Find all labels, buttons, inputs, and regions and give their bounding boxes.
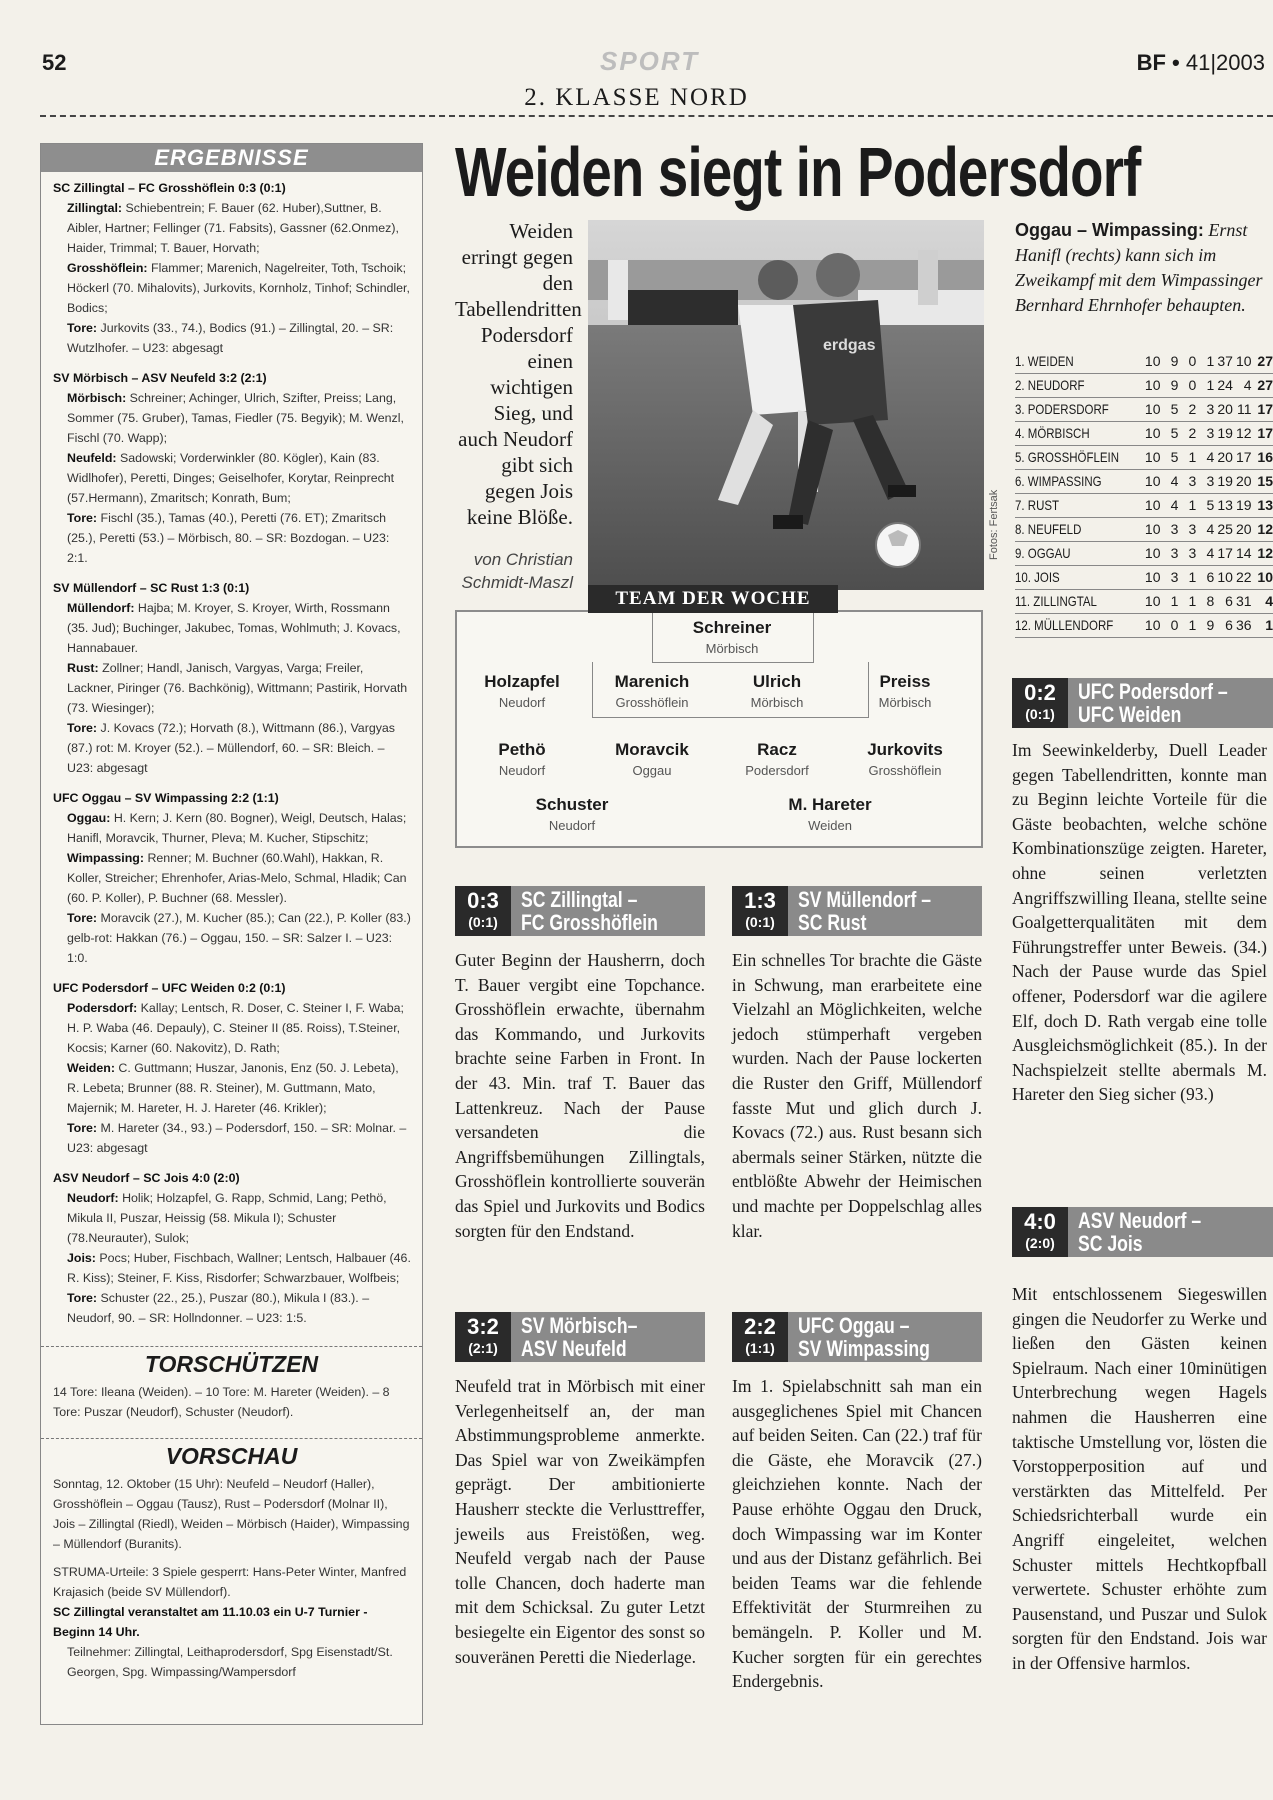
struma-text: STRUMA-Urteile: 3 Spiele gesperrt: Hans-Peter Winter, Manfred Krajasich (beide SV Müllendorf). bbox=[53, 1565, 407, 1599]
result-line-text: Schuster (22., 25.), Puszar (80.), Mikula I (83.). – Neudorf, 90. – SR: Hollndonner. – U23: 1:5. bbox=[67, 1291, 370, 1325]
standings-team-name: OGGAU bbox=[1027, 545, 1071, 561]
team-of-week bbox=[455, 610, 983, 848]
standings-team-name: MÖRBISCH bbox=[1027, 425, 1090, 441]
result-line-text: Renner; M. Buchner (60.Wahl), Hakkan, R. Koller, Streicher; Ehrenhofer, Arias-Melo, Schmal, Hladik; Can (60. P. Koller), P. Buchner (68. Messler). bbox=[67, 851, 407, 905]
player-name: Racz bbox=[757, 740, 797, 759]
result-block bbox=[53, 788, 412, 968]
result-line-label: Jois: bbox=[67, 1251, 96, 1265]
player-defense-2 bbox=[587, 672, 717, 710]
player-name: M. Hareter bbox=[788, 795, 872, 814]
player-club: Podersdorf bbox=[745, 763, 809, 778]
result-line-label: Tore: bbox=[67, 911, 98, 925]
result-line-text: Zollner; Handl, Janisch, Vargyas, Varga; Freiler, Lackner, Piringer (76. Bachkönig), Wittmann; Pastirik, Horvath (73. Wiesinger); bbox=[67, 661, 408, 715]
standings-ga: 11 bbox=[1233, 398, 1252, 422]
standings-ga: 19 bbox=[1233, 494, 1252, 518]
league-title: 2. KLASSE NORD bbox=[524, 84, 749, 111]
result-line-label: Podersdorf: bbox=[67, 1001, 138, 1015]
player-name: Preiss bbox=[879, 672, 931, 691]
result-line bbox=[53, 848, 412, 908]
caption-title: Oggau – Wimpassing: bbox=[1015, 220, 1204, 240]
report-score: 2:2 bbox=[744, 1314, 776, 1339]
participants-text: Teilnehmer: Zillingtal, Leithaprodersdorf, Spg Eisenstadt/St. Georgen, Spg. Wimpassing/Wampersdorf bbox=[67, 1645, 393, 1679]
standings-d: 0 bbox=[1178, 350, 1196, 374]
result-title: ASV Neudorf – SC Jois 4:0 (2:0) bbox=[53, 1171, 240, 1185]
publication-info bbox=[1137, 50, 1265, 76]
result-block bbox=[53, 368, 412, 568]
article-byline: von Christian Schmidt-Maszl bbox=[461, 550, 573, 592]
standings-l: 6 bbox=[1196, 566, 1214, 590]
standings-w: 5 bbox=[1160, 446, 1178, 470]
standings-team-name: MÜLLENDORF bbox=[1034, 617, 1114, 633]
result-line bbox=[53, 508, 412, 568]
result-line-label: Neudorf: bbox=[67, 1191, 119, 1205]
result-block bbox=[53, 578, 412, 778]
result-title: SV Mörbisch – ASV Neufeld 3:2 (2:1) bbox=[53, 371, 267, 385]
report-header bbox=[732, 886, 982, 936]
standings-team bbox=[1015, 422, 1119, 446]
standings-rank: 2. bbox=[1015, 377, 1025, 393]
standings-gf: 6 bbox=[1214, 590, 1233, 614]
report-halftime: (0:1) bbox=[468, 914, 498, 930]
result-line bbox=[53, 718, 412, 778]
player-name: Marenich bbox=[614, 672, 690, 691]
result-line-text: J. Kovacs (72.); Horvath (8.), Wittmann (86.), Vargyas (87.) rot: M. Kroyer (52.). – Müllendorf, 60. – SR: Bleich. – U23: abgesagt bbox=[67, 721, 395, 775]
standings-gf: 13 bbox=[1214, 494, 1233, 518]
standings-team bbox=[1015, 494, 1119, 518]
standings-w: 9 bbox=[1160, 350, 1178, 374]
player-name: Holzapfel bbox=[484, 672, 560, 691]
header-divider bbox=[40, 115, 1273, 117]
result-line-text: Hajba; M. Kroyer, S. Kroyer, Wirth, Rossmann (35. Jud); Buchinger, Jakubec, Tomas, Wohlmuth; J. Kovacs, Hannabauer. bbox=[67, 601, 401, 655]
standings-team bbox=[1015, 590, 1119, 614]
player-defense-1 bbox=[457, 672, 587, 710]
article-headline: Weiden siegt in Podersdorf bbox=[455, 133, 1141, 211]
player-midfield-3 bbox=[712, 740, 842, 778]
result-line bbox=[53, 908, 412, 968]
results-list bbox=[41, 172, 422, 1342]
standings-team-name: WIMPASSING bbox=[1027, 473, 1102, 489]
player-name: Jurkovits bbox=[867, 740, 943, 759]
standings-ga: 4 bbox=[1233, 374, 1252, 398]
standings-d: 0 bbox=[1178, 374, 1196, 398]
standings-l: 4 bbox=[1196, 518, 1214, 542]
result-line bbox=[53, 1058, 412, 1118]
result-line bbox=[53, 198, 412, 258]
result-line bbox=[53, 258, 412, 318]
report-score: 3:2 bbox=[467, 1314, 499, 1339]
standings-team-name: PODERSDORF bbox=[1027, 401, 1109, 417]
report-score: 0:2 bbox=[1024, 680, 1056, 705]
separator-dot: • bbox=[1172, 50, 1180, 75]
result-line-text: Kallay; Lentsch, R. Doser, C. Steiner I, F. Waba; H. P. Waba (46. Depauly), C. Steiner II (85. Roiss), T.Steiner, Kocsis; Karner (60. Nakovitz), D. Rath; bbox=[67, 1001, 404, 1055]
standings-gp: 10 bbox=[1142, 590, 1161, 614]
standings-rank: 7. bbox=[1015, 497, 1025, 513]
report-header bbox=[1012, 678, 1273, 728]
report-text: Guter Beginn der Hausherrn, doch T. Bauer vergibt eine Topchance. Grosshöflein erwachte, übernahm das Kommando, und Jurkovits brachte seine Farben in Front. In der 43. Min. traf T. Bauer das Lattenkreuz. Nach der Pause versandeten die Angriffsbemühungen Zillingtals, Grosshöflein kontrollierte souverän das Spiel und Jurkovits und Bodics sorgten für den Endstand. bbox=[455, 950, 705, 1241]
shirt-sponsor-text: erdgas bbox=[823, 337, 876, 354]
report-halftime: (2:0) bbox=[1025, 1235, 1055, 1251]
scorers-title: TORSCHÜTZEN bbox=[41, 1346, 422, 1378]
standings-rank: 10. bbox=[1015, 569, 1031, 585]
standings-team-name: JOIS bbox=[1034, 569, 1060, 585]
standings-points: 27 bbox=[1252, 350, 1273, 374]
standings-gp: 10 bbox=[1142, 614, 1161, 638]
standings-team bbox=[1015, 374, 1119, 398]
standings-team bbox=[1015, 470, 1119, 494]
player-defense-3 bbox=[712, 672, 842, 710]
standings-rank: 1. bbox=[1015, 353, 1025, 369]
result-line-label: Tore: bbox=[67, 721, 98, 735]
result-line-label: Neufeld: bbox=[67, 451, 117, 465]
standings-gp: 10 bbox=[1142, 374, 1161, 398]
result-line bbox=[53, 318, 412, 358]
player-club: Neudorf bbox=[548, 818, 596, 833]
standings-rank: 6. bbox=[1015, 473, 1025, 489]
publication-name: BF bbox=[1136, 50, 1166, 75]
standings-points: 13 bbox=[1252, 494, 1273, 518]
report-team-home: UFC Podersdorf – bbox=[1078, 679, 1228, 704]
tournament-text: SC Zillingtal veranstaltet am 11.10.03 ein U-7 Turnier - Beginn 14 Uhr. bbox=[53, 1605, 368, 1639]
result-line-text: M. Hareter (34., 93.) – Podersdorf, 150. – SR: Molnar. – U23: abgesagt bbox=[67, 1121, 407, 1155]
result-line-text: Jurkovits (33., 74.), Bodics (91.) – Zillingtal, 20. – SR: Wutzlhofer. – U23: abgesagt bbox=[67, 321, 394, 355]
report-halftime: (1:1) bbox=[745, 1340, 775, 1356]
report-team-home: SC Zillingtal – bbox=[521, 887, 638, 912]
standings-rank: 3. bbox=[1015, 401, 1025, 417]
page-number: 52 bbox=[42, 50, 67, 75]
standings-d: 1 bbox=[1178, 614, 1196, 638]
standings-w: 3 bbox=[1160, 518, 1178, 542]
standings-d: 2 bbox=[1178, 398, 1196, 422]
report-header bbox=[455, 1312, 705, 1362]
standings-rank: 4. bbox=[1015, 425, 1025, 441]
result-line-text: Schiebentrein; F. Bauer (62. Huber),Suttner, B. Aibler, Hartner; Fellinger (71. Fabsits), Gassner (62.Onmez), Haider, Trimmal; T. Bauer, Horvath; bbox=[67, 201, 399, 255]
standings-w: 3 bbox=[1160, 542, 1178, 566]
result-line-label: Tore: bbox=[67, 1121, 98, 1135]
standings-w: 3 bbox=[1160, 566, 1178, 590]
result-title: UFC Podersdorf – UFC Weiden 0:2 (0:1) bbox=[53, 981, 286, 995]
standings-ga: 31 bbox=[1233, 590, 1252, 614]
player-midfield-2 bbox=[587, 740, 717, 778]
player-defense-4 bbox=[840, 672, 970, 710]
standings-gp: 10 bbox=[1142, 422, 1161, 446]
team-of-week-title: TEAM DER WOCHE bbox=[588, 585, 838, 613]
player-club: Mörbisch bbox=[750, 695, 804, 710]
player-club: Mörbisch bbox=[705, 641, 759, 656]
result-line-label: Müllendorf: bbox=[67, 601, 135, 615]
standings-l: 3 bbox=[1196, 398, 1214, 422]
result-line-label: Grosshöflein: bbox=[67, 261, 148, 275]
issue-number: 41|2003 bbox=[1185, 50, 1265, 75]
scorers-text: 14 Tore: Ileana (Weiden). – 10 Tore: M. Hareter (Weiden). – 8 Tore: Puszar (Neudorf), Schuster (Neudorf). bbox=[53, 1385, 390, 1419]
standings-l: 4 bbox=[1196, 446, 1214, 470]
result-line-text: Schreiner; Achinger, Ulrich, Szifter, Preiss; Lang, Sommer (75. Gruber), Tamas, Fiedler (75. Begyik); M. Wenzl, Fischl (70. Wapp); bbox=[67, 391, 404, 445]
standings-points: 1 bbox=[1252, 614, 1273, 638]
preview-text: Sonntag, 12. Oktober (15 Uhr): Neufeld – Neudorf (Haller), Grosshöflein – Oggau (Tausz), Rust – Podersdorf (Molnar II), Jois – Zillingtal (Riedl), Weiden – Mörbisch (Haider), Wimpassing – Müllendorf (Buranits). bbox=[53, 1477, 410, 1551]
report-text: Mit entschlossenem Siegeswillen gingen die Neudorfer zu Werke und ließen den Gästen keinen Spielraum. Nach einer 10minütigen Unterbrechung wegen Hagels nahmen die Hausherren eine taktische Umstellung vor, lösten die Vorstopperposition auf und verstärkten das Mittelfeld. Per Schiedsrichterball wurde ein Angriff eingeleitet, welchen Schuster mittels Hechtkopfball verwertete. Schuster erhöhte zum Pausenstand, und Puszar und Sulok sorgten für den Endstand. Jois war in der Offensive harmlos. bbox=[1012, 1284, 1267, 1673]
result-line-text: Fischl (35.), Tamas (40.), Peretti (76. ET); Zmaritsch (25.), Peretti (53.) – Mörbisch, 80. – SR: Bozdogan. – U23: 2:1. bbox=[67, 511, 390, 565]
standings-ga: 36 bbox=[1233, 614, 1252, 638]
result-line bbox=[53, 448, 412, 508]
result-line bbox=[53, 1118, 412, 1158]
standings-ga: 20 bbox=[1233, 518, 1252, 542]
result-line bbox=[53, 998, 412, 1058]
result-line-label: Tore: bbox=[67, 511, 98, 525]
standings-ga: 22 bbox=[1233, 566, 1252, 590]
standings-ga: 14 bbox=[1233, 542, 1252, 566]
standings-d: 1 bbox=[1178, 446, 1196, 470]
standings-rank: 9. bbox=[1015, 545, 1025, 561]
standings-team-name: NEUFELD bbox=[1027, 521, 1082, 537]
standings-team bbox=[1015, 542, 1119, 566]
standings-row bbox=[1015, 590, 1273, 614]
results-sidebar bbox=[40, 143, 423, 1725]
result-line-label: Wimpassing: bbox=[67, 851, 144, 865]
report-halftime: (2:1) bbox=[468, 1340, 498, 1356]
player-attack-1 bbox=[507, 795, 637, 833]
player-attack-2 bbox=[765, 795, 895, 833]
standings-l: 5 bbox=[1196, 494, 1214, 518]
photo-caption bbox=[1015, 218, 1265, 318]
player-club: Oggau bbox=[632, 763, 672, 778]
standings-d: 3 bbox=[1178, 518, 1196, 542]
standings-gf: 25 bbox=[1214, 518, 1233, 542]
result-title: SV Müllendorf – SC Rust 1:3 (0:1) bbox=[53, 581, 250, 595]
report-text: Ein schnelles Tor brachte die Gäste in Schwung, man erarbeitete eine Vielzahl an Möglichkeiten, welche jedoch stümperhaft vergeben wurden. Nach der Pause lockerten die Ruster den Griff, Müllendorf fasste Mut und glich durch J. Kovacs (72.) aus. Rust besann sich abermals seiner Stärken, nützte die entblößte Abwehr der Heimischen und machte per Doppelschlag alles klar. bbox=[732, 950, 982, 1241]
result-line-label: Weiden: bbox=[67, 1061, 115, 1075]
result-line bbox=[53, 658, 412, 718]
standings-points: 16 bbox=[1252, 446, 1273, 470]
player-name: Schuster bbox=[535, 795, 609, 814]
standings-points: 17 bbox=[1252, 422, 1273, 446]
standings-team-name: GROSSHÖFLEIN bbox=[1027, 449, 1119, 465]
standings-row bbox=[1015, 614, 1273, 638]
standings-d: 1 bbox=[1178, 590, 1196, 614]
photo-illustration bbox=[588, 220, 984, 590]
standings-l: 9 bbox=[1196, 614, 1214, 638]
standings-w: 9 bbox=[1160, 374, 1178, 398]
standings-points: 4 bbox=[1252, 590, 1273, 614]
player-club: Mörbisch bbox=[878, 695, 932, 710]
report-team-away: SV Wimpassing bbox=[798, 1336, 930, 1361]
caption-text: Ernst Hanifl (rechts) kann sich im Zweikampf mit dem Wimpassinger Bernhard Ehrnhofer behaupten. bbox=[1015, 220, 1263, 315]
standings-l: 8 bbox=[1196, 590, 1214, 614]
standings-rank: 11. bbox=[1015, 593, 1031, 609]
result-line-text: H. Kern; J. Kern (80. Bogner), Weigl, Deutsch, Halas; Hanifl, Moravcik, Thurner, Pleva; M. Kucher, Stipschitz; bbox=[67, 811, 407, 845]
result-block bbox=[53, 1168, 412, 1328]
standings-gp: 10 bbox=[1142, 518, 1161, 542]
result-line bbox=[53, 808, 412, 848]
standings-ga: 12 bbox=[1233, 422, 1252, 446]
standings-gf: 37 bbox=[1214, 350, 1233, 374]
preview-title: VORSCHAU bbox=[41, 1438, 422, 1470]
standings-ga: 10 bbox=[1233, 350, 1252, 374]
standings-w: 4 bbox=[1160, 470, 1178, 494]
standings-rank: 12. bbox=[1015, 617, 1031, 633]
standings-team bbox=[1015, 350, 1119, 374]
report-team-away: FC Grosshöflein bbox=[521, 910, 658, 935]
result-block bbox=[53, 978, 412, 1158]
report-header bbox=[1012, 1207, 1273, 1257]
standings-table bbox=[1015, 350, 1273, 638]
standings-gf: 19 bbox=[1214, 422, 1233, 446]
standings-gp: 10 bbox=[1142, 470, 1161, 494]
standings-gp: 10 bbox=[1142, 566, 1161, 590]
player-goalkeeper bbox=[667, 618, 797, 656]
standings-team-name: RUST bbox=[1027, 497, 1060, 513]
standings-team bbox=[1015, 518, 1119, 542]
standings-d: 3 bbox=[1178, 470, 1196, 494]
result-line-label: Rust: bbox=[67, 661, 99, 675]
standings-row bbox=[1015, 446, 1273, 470]
section-title: SPORT bbox=[600, 46, 700, 76]
standings-w: 5 bbox=[1160, 398, 1178, 422]
standings-w: 5 bbox=[1160, 422, 1178, 446]
standings-row bbox=[1015, 470, 1273, 494]
standings-row bbox=[1015, 542, 1273, 566]
standings-w: 4 bbox=[1160, 494, 1178, 518]
player-midfield-1 bbox=[457, 740, 587, 778]
standings-d: 2 bbox=[1178, 422, 1196, 446]
standings-team bbox=[1015, 446, 1119, 470]
report-team-away: SC Rust bbox=[798, 910, 867, 935]
standings-points: 27 bbox=[1252, 374, 1273, 398]
standings-ga: 20 bbox=[1233, 470, 1252, 494]
report-halftime: (0:1) bbox=[1025, 706, 1055, 722]
standings-points: 12 bbox=[1252, 542, 1273, 566]
player-club: Neudorf bbox=[498, 695, 546, 710]
result-line-text: Pocs; Huber, Fischbach, Wallner; Lentsch, Halbauer (46. R. Kiss); Steiner, F. Kiss, Risdorfer; Schwarzbauer, Wolfbeis; bbox=[67, 1251, 411, 1285]
result-line-text: Holik; Holzapfel, G. Rapp, Schmid, Lang; Pethö, Mikula II, Puszar, Heissig (58. Mikula I); Schuster (78.Neurauter), Sulok; bbox=[67, 1191, 387, 1245]
report-team-away: SC Jois bbox=[1078, 1231, 1143, 1256]
player-midfield-4 bbox=[840, 740, 970, 778]
player-club: Grosshöflein bbox=[615, 695, 689, 710]
standings-l: 4 bbox=[1196, 542, 1214, 566]
report-score: 4:0 bbox=[1024, 1209, 1056, 1234]
result-line bbox=[53, 388, 412, 448]
standings-points: 17 bbox=[1252, 398, 1273, 422]
standings-rank: 8. bbox=[1015, 521, 1025, 537]
result-title: SC Zillingtal – FC Grosshöflein 0:3 (0:1) bbox=[53, 181, 286, 195]
standings-team-name: ZILLINGTAL bbox=[1033, 593, 1097, 609]
result-line-text: Sadowski; Vorderwinkler (80. Kögler), Kain (83. Widlhofer), Peretti, Dinges; Geiselhofer, Korytar, Reinprecht (57.Hermann), Zmaritsch; Konrath, Bum; bbox=[67, 451, 395, 505]
article-lead: Weiden erringt gegen den Tabellendritten Podersdorf einen wichtigen Sieg, und auch Neudorf gibt sich gegen Jois keine Blöße. bbox=[455, 219, 582, 529]
standings-w: 0 bbox=[1160, 614, 1178, 638]
standings-points: 15 bbox=[1252, 470, 1273, 494]
standings-ga: 17 bbox=[1233, 446, 1252, 470]
standings-d: 1 bbox=[1178, 566, 1196, 590]
result-line bbox=[53, 1188, 412, 1248]
standings-gf: 24 bbox=[1214, 374, 1233, 398]
standings-l: 3 bbox=[1196, 422, 1214, 446]
result-line-label: Zillingtal: bbox=[67, 201, 123, 215]
player-name: Pethö bbox=[498, 740, 546, 759]
standings-gp: 10 bbox=[1142, 398, 1161, 422]
results-title: ERGEBNISSE bbox=[41, 144, 422, 172]
standings-row bbox=[1015, 374, 1273, 398]
result-line bbox=[53, 598, 412, 658]
standings-gf: 17 bbox=[1214, 542, 1233, 566]
standings-team-name: NEUDORF bbox=[1027, 377, 1085, 393]
standings-d: 3 bbox=[1178, 542, 1196, 566]
result-line bbox=[53, 1288, 412, 1328]
standings-gf: 20 bbox=[1214, 398, 1233, 422]
report-header bbox=[732, 1312, 982, 1362]
standings-d: 1 bbox=[1178, 494, 1196, 518]
photo-credit: Fotos: Fertsak bbox=[988, 489, 1000, 560]
report-team-home: UFC Oggau – bbox=[798, 1313, 910, 1338]
player-club: Neudorf bbox=[498, 763, 546, 778]
player-name: Ulrich bbox=[752, 672, 802, 691]
standings-row bbox=[1015, 518, 1273, 542]
report-team-home: SV Mörbisch– bbox=[521, 1313, 638, 1338]
standings-gp: 10 bbox=[1142, 542, 1161, 566]
standings-team bbox=[1015, 398, 1119, 422]
result-line-text: C. Guttmann; Huszar, Janonis, Enz (50. J. Lebeta), R. Lebeta; Brunner (88. R. Steiner), M. Guttmann, Mato, Majernik; M. Hareter, H. J. Hareter (46. Krikler); bbox=[67, 1061, 399, 1115]
standings-l: 1 bbox=[1196, 374, 1214, 398]
result-line-text: Moravcik (27.), M. Kucher (85.); Can (22.), P. Koller (83.) gelb-rot: Hakkan (76.) – Oggau, 150. – SR: Salzer I. – U23: 1:0. bbox=[67, 911, 411, 965]
result-block bbox=[53, 178, 412, 358]
result-title: UFC Oggau – SV Wimpassing 2:2 (1:1) bbox=[53, 791, 279, 805]
report-team-away: ASV Neufeld bbox=[521, 1336, 627, 1361]
report-text: Im 1. Spielabschnitt sah man ein ausgeglichenes Spiel mit Chancen auf beiden Seiten. Can (22.) traf für die Gäste, ehe Moravcik (27.) gleichziehen konnte. Nach der Pause erhöhte Oggau den Druck, doch Wimpassing war im Konter und aus der Distanz gefährlich. Bei beiden Teams war die fehlende Effektivität der Sturmreihen zu bemängeln. P. Koller und M. Kucher sorgten für ein gerechtes Endergebnis. bbox=[732, 1376, 982, 1692]
standings-points: 12 bbox=[1252, 518, 1273, 542]
result-line-text: Flammer; Marenich, Nagelreiter, Toth, Tschoik; Höckerl (70. Mihalovits), Jurkovits, Kornholz, Tinhof; Schindler, Bodics; bbox=[67, 261, 410, 315]
standings-row bbox=[1015, 566, 1273, 590]
match-photo bbox=[588, 220, 984, 590]
standings-row bbox=[1015, 350, 1273, 374]
report-team-home: SV Müllendorf – bbox=[798, 887, 931, 912]
standings-gf: 10 bbox=[1214, 566, 1233, 590]
standings-l: 3 bbox=[1196, 470, 1214, 494]
standings-gf: 20 bbox=[1214, 446, 1233, 470]
standings-l: 1 bbox=[1196, 350, 1214, 374]
result-line-label: Oggau: bbox=[67, 811, 111, 825]
standings-gf: 6 bbox=[1214, 614, 1233, 638]
result-line bbox=[53, 1248, 412, 1288]
report-header bbox=[455, 886, 705, 936]
standings-rank: 5. bbox=[1015, 449, 1025, 465]
standings-gp: 10 bbox=[1142, 494, 1161, 518]
standings-row bbox=[1015, 422, 1273, 446]
result-line-label: Tore: bbox=[67, 321, 98, 335]
standings-gp: 10 bbox=[1142, 350, 1161, 374]
report-text: Im Seewinkelderby, Duell Leader gegen Tabellendritten, konnte man zu Beginn leichte Vorteile für die Gäste beobachten, welche schöne Kombinationszüge zeigten. Hareter, ohne seinen verletzten Angriffszwilling Ileana, stellte seine Goalgetterqualitäten mit dem Führungstreffer unter Beweis. (34.) Nach der Pause wurde das Spiel offener, Podersdorf war die agilere Elf, doch D. Rath vergab eine tolle Ausgleichsmöglichkeit (85.). In der Nachspielzeit stellte abermals M. Hareter den Sieg sicher (93.) bbox=[1012, 740, 1267, 1105]
report-score: 0:3 bbox=[467, 888, 499, 913]
player-club: Grosshöflein bbox=[868, 763, 942, 778]
player-club: Weiden bbox=[808, 818, 852, 833]
standings-row bbox=[1015, 494, 1273, 518]
player-name: Schreiner bbox=[692, 618, 772, 637]
standings-team bbox=[1015, 614, 1119, 638]
result-line-label: Tore: bbox=[67, 1291, 98, 1305]
standings-gp: 10 bbox=[1142, 446, 1161, 470]
standings-team-name: WEIDEN bbox=[1027, 353, 1074, 369]
report-team-away: UFC Weiden bbox=[1078, 702, 1182, 727]
standings-w: 1 bbox=[1160, 590, 1178, 614]
standings-row bbox=[1015, 398, 1273, 422]
player-name: Moravcik bbox=[615, 740, 689, 759]
standings-gf: 19 bbox=[1214, 470, 1233, 494]
standings-points: 10 bbox=[1252, 566, 1273, 590]
report-text: Neufeld trat in Mörbisch mit einer Verlegenheitself an, der man Abstimmungsprobleme anmerkte. Das Spiel war von Zweikämpfen geprägt. Der ambitionierte Hausherr steckte die Verlusttreffer, jeweils aus Freistößen, weg. Neufeld vergab nach der Pause tolle Chancen, doch haderte man mit dem Schicksal. Zu guter Letzt besiegelte ein Eigentor des sonst so souveränen Peretti die Niederlage. bbox=[455, 1376, 705, 1667]
report-halftime: (0:1) bbox=[745, 914, 775, 930]
report-score: 1:3 bbox=[744, 888, 776, 913]
result-line-label: Mörbisch: bbox=[67, 391, 127, 405]
report-team-home: ASV Neudorf – bbox=[1078, 1208, 1202, 1233]
standings-team bbox=[1015, 566, 1119, 590]
